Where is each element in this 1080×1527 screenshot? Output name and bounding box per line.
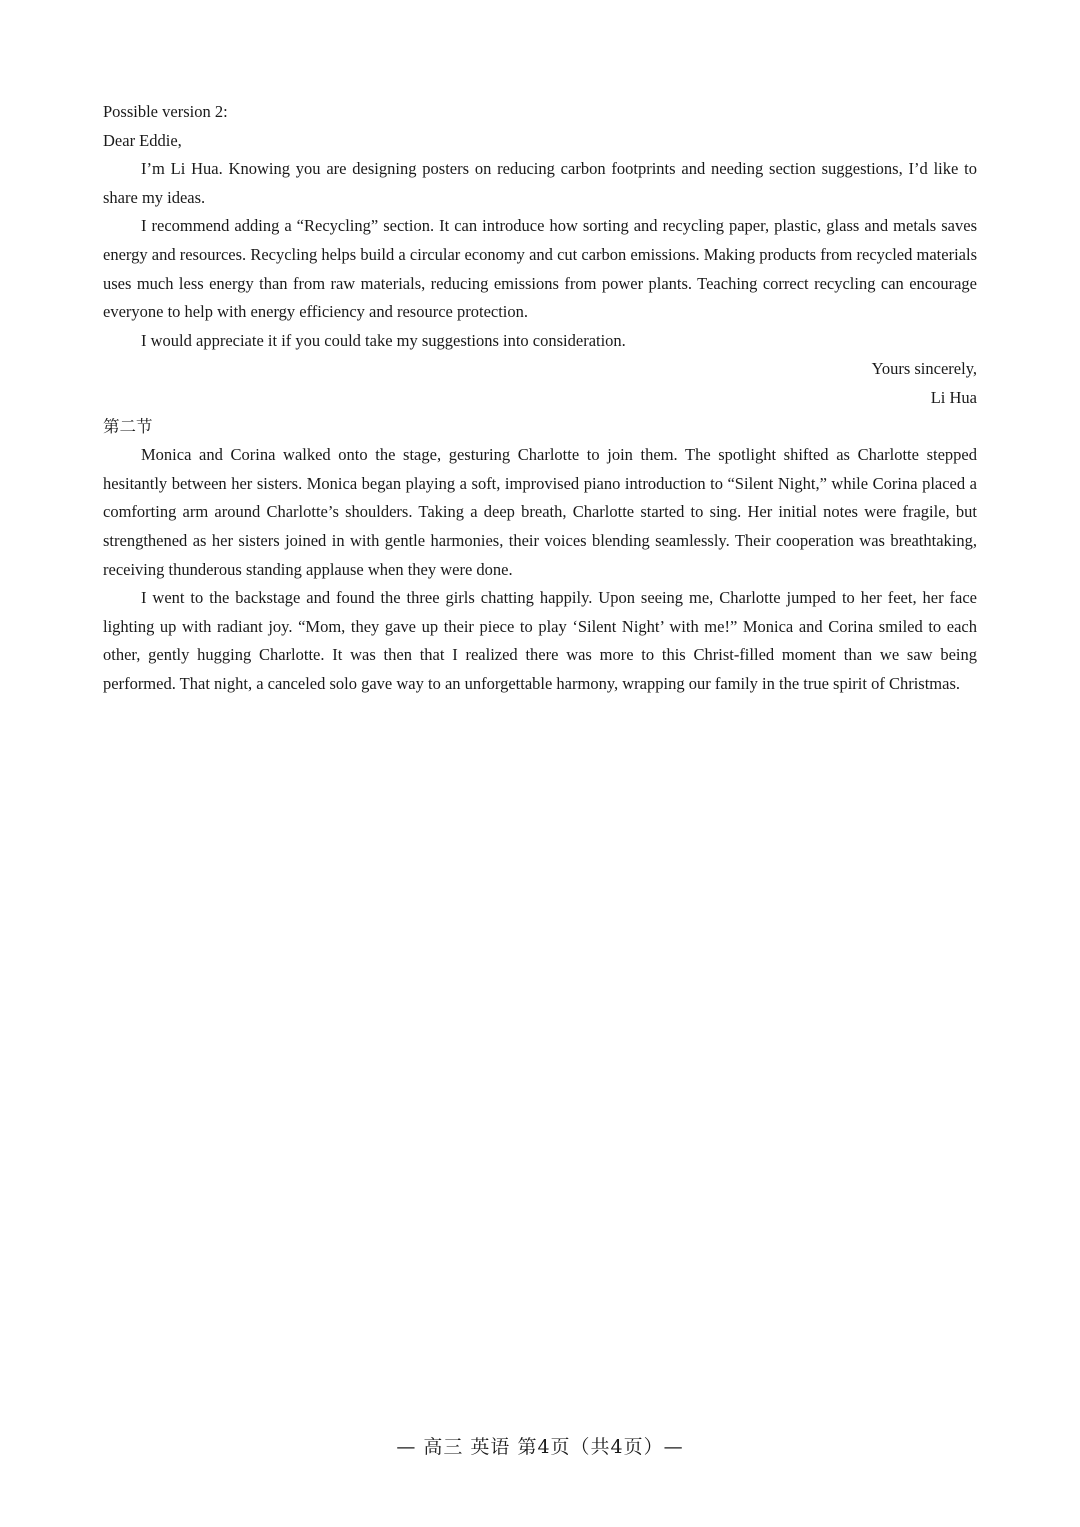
section-heading: 第二节 [103, 416, 153, 436]
version-label: Possible version 2: [103, 102, 228, 121]
story-paragraph: I went to the backstage and found the three girls chatting happily. Upon seeing me, Charlotte jumped to her feet, her face lighting up with radiant joy. “Mom, they gave up their piece to play ‘Silent Night’ with me!” Monica and Corina smiled to each other, gently hugging Charlotte. It was then that I realized there was more to this Christ-filled moment than we saw being performed. That night, a canceled solo gave way to an unforgettable harmony, wrapping our family in the true spirit of Christmas. [103, 588, 977, 693]
letter-signature: Li Hua [930, 387, 977, 407]
letter-paragraph: I would appreciate it if you could take my suggestions into consideration. [141, 330, 626, 350]
letter-closing: Yours sincerely, [871, 359, 977, 379]
letter-salutation: Dear Eddie, [103, 130, 182, 150]
document-body [103, 98, 977, 698]
story-paragraph: Monica and Corina walked onto the stage, gesturing Charlotte to join them. The spotlight shifted as Charlotte stepped hesitantly between her sisters. Monica began playing a soft, improvised piano introduction to “Silent Night,” while Corina placed a comforting arm around Charlotte’s shoulders. Taking a deep breath, Charlotte started to sing. Her initial notes were fragile, but strengthened as her sisters joined in with gentle harmonies, their voices blending seamlessly. Their cooperation was breathtaking, receiving thunderous standing applause when they were done. [103, 445, 977, 579]
letter-paragraph: I’m Li Hua. Knowing you are designing posters on reducing carbon footprints and needing section suggestions, I’d like to share my ideas. [103, 159, 977, 207]
letter-paragraph: I recommend adding a “Recycling” section. It can introduce how sorting and recycling paper, plastic, glass and metals saves energy and resources. Recycling helps build a circular economy and cut carbon emissions. Making products from recycled materials uses much less energy than from raw materials, reducing emissions from power plants. Teaching correct recycling can encourage everyone to help with energy efficiency and resource protection. [103, 216, 977, 322]
page-footer: — 高三 英语 第4页（共4页）— [396, 1436, 684, 1458]
